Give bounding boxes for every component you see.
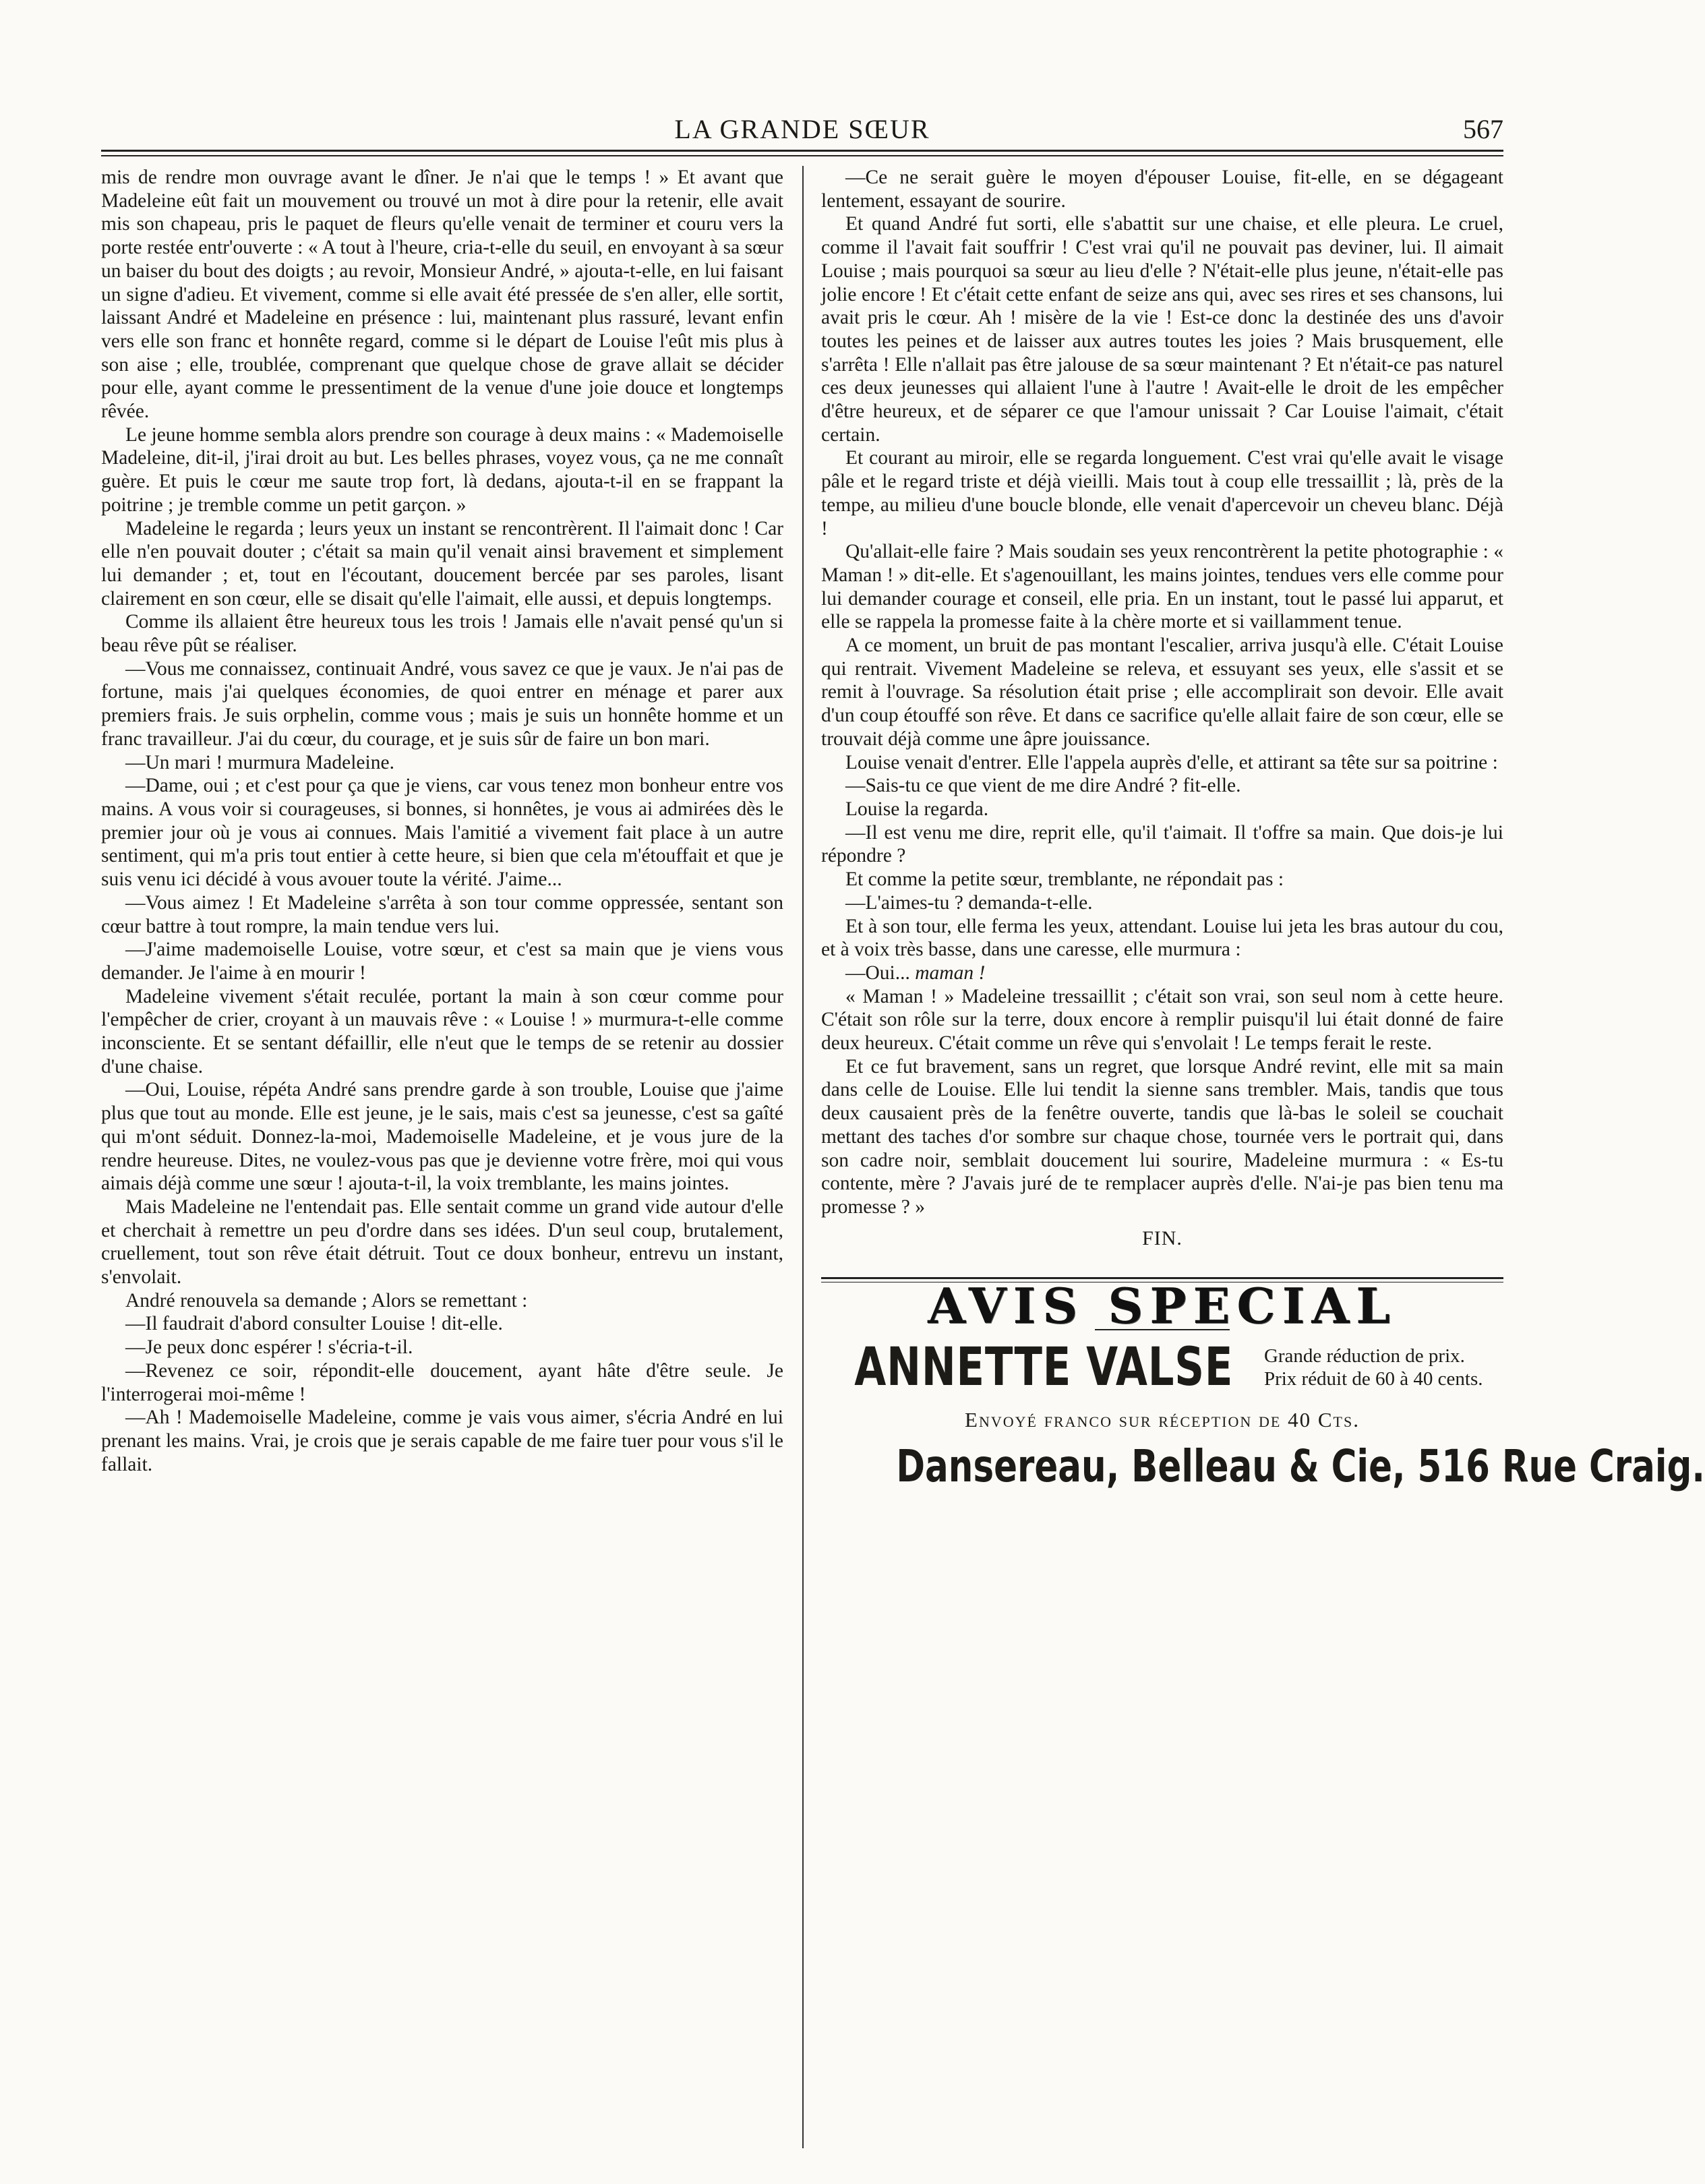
paragraph: [821, 212, 1503, 446]
page-header: [101, 101, 1503, 146]
advertisement-shipping-note: Envoyé franco sur réception de 40 Cts.: [965, 1408, 1360, 1432]
paragraph-text: Louise la regarda.: [845, 798, 989, 820]
paragraph: [101, 891, 783, 938]
paragraph-text: Et comme la petite sœur, tremblante, ne répondait pas :: [845, 868, 1284, 891]
advertisement-merchant: Dansereau, Belleau & Cie, 516 Rue Craig.: [896, 1440, 1705, 1492]
paragraph: [821, 166, 1503, 212]
paragraph: [101, 1289, 783, 1313]
paragraph-text: —Vous me connaissez, continuait André, vous savez ce que je vaux. Je n'ai pas de fortune, mais j'ai quelques économies, de quoi entrer en ménage et parer aux premiers frais. Je suis orphelin, comme vous ; mais je suis un honnête homme et un franc travailleur. J'ai du cœur, du courage, et je suis sûr de faire un bon mari.: [101, 657, 783, 750]
paragraph-text: —Ah ! Mademoiselle Madeleine, comme je vais vous aimer, s'écria André en lui prenant les mains. Vrai, je crois que je serais capable de me faire tuer pour vous s'il le fallait.: [101, 1407, 783, 1475]
paragraph-text: « Maman ! » Madeleine tressaillit ; c'était son vrai, son seul nom à cette heure. C'était son rôle sur la terre, doux encore à remplir puisqu'il lui était donné de faire deux heureux. C'était comme un rêve qui s'envolait ! Le temps ferait le reste.: [821, 985, 1503, 1055]
right-column: [821, 166, 1705, 2148]
page-number: 567: [1463, 114, 1503, 144]
paragraph: [101, 610, 783, 657]
paragraph: [821, 446, 1503, 540]
paragraph: [821, 915, 1503, 962]
paragraph-text: Qu'allait-elle faire ? Mais soudain ses yeux rencontrèrent la petite photographie : « Maman ! » dit-elle. Et s'agenouillant, les mains jointes, tendues vers elle comme pour lui demander courage et conseil, elle pria. En un instant, tout le passé lui apparut, et elle se rappela la promesse faite à la chère morte et si vaillamment tenue.: [821, 541, 1503, 633]
paragraph-text: mis de rendre mon ouvrage avant le dîner. Je n'ai que le temps ! » Et avant que Madeleine eût fait un mouvement ou trouvé un mot à dire pour la retenir, elle avait mis son chapeau, pris le paquet de fleurs qu'elle venait de terminer et couru vers la porte restée entr'ouverte : « A tout à l'heure, cria-t-elle du seuil, en envoyant à sa sœur un baiser du bout des doigts ; au revoir, Monsieur André, » ajouta-t-elle, en lui faisant un signe d'adieu. Et vivement, comme si elle avait été pressée de s'en aller, elle sortit, laissant André et Madeleine en présence : lui, maintenant plus rassuré, levant enfin vers elle son franc et honnête regard, comme si le départ de Louise l'eût mis plus à son aise ; elle, troublée, comprenant que quelque chose de grave allait se décider pour elle, ayant comme le pressentiment de la venue d'une joie douce et longtemps rêvée.: [101, 167, 783, 423]
advertisement-detail-line: Prix réduit de 60 à 40 cents.: [1263, 1368, 1483, 1390]
paragraph-text: —Je peux donc espérer ! s'écria-t-il.: [125, 1336, 413, 1359]
paragraph: [101, 1336, 783, 1359]
paragraph: [101, 774, 783, 891]
paragraph: [821, 751, 1503, 775]
paragraph: [821, 891, 1503, 915]
paragraph-text: Mais Madeleine ne l'entendait pas. Elle sentait comme un grand vide autour d'elle et cherchait à remettre un peu d'ordre dans ses idées. D'un seul coup, brutalement, cruellement, tout son rêve était détruit. Tout ce doux bonheur, entrevu un instant, s'envolait.: [101, 1196, 783, 1289]
paragraph-text: Et ce fut bravement, sans un regret, que lorsque André revint, elle mit sa main dans celle de Louise. Elle lui tendit la sienne sans trembler. Mais, tandis que tous deux causaient près de la fenêtre ouverte, tandis que là-bas le soleil se couchait mettant des taches d'or sombre sur chaque chose, tournée vers le portrait qui, dans son cadre noir, semblait doucement lui sourire, Madeleine murmura : « Es-tu contente, mère ? J'avais juré de te remplacer auprès d'elle. N'ai-je pas bien tenu ma promesse ? »: [821, 1055, 1503, 1218]
paragraph-text: —Vous aimez ! Et Madeleine s'arrêta à son tour comme oppressée, sentant son cœur battre à tout rompre, la main tendue vers lui.: [101, 891, 783, 937]
paragraph: [101, 166, 783, 423]
paragraph: [101, 1196, 783, 1289]
paragraph: [101, 1078, 783, 1196]
story-end-mark: FIN.: [1142, 1227, 1183, 1249]
paragraph-text: —Il est venu me dire, reprit elle, qu'il t'aimait. Il t'offre sa main. Que dois-je lui répondre ?: [821, 821, 1503, 867]
paragraph-emphasis: maman !: [915, 962, 986, 984]
paragraph-text: —Sais-tu ce que vient de me dire André ? fit-elle.: [845, 775, 1241, 797]
advertisement-product-row: [821, 1337, 1503, 1398]
paragraph: [101, 985, 783, 1079]
paragraph: [821, 868, 1503, 891]
paragraph: [101, 1406, 783, 1476]
advertisement-title: AVIS SPECIAL: [928, 1277, 1397, 1335]
paragraph: [101, 657, 783, 751]
newspaper-page: [101, 101, 1705, 2151]
paragraph: [821, 774, 1503, 798]
running-title: LA GRANDE SŒUR: [674, 114, 930, 144]
right-column-paragraphs: [821, 166, 1503, 1219]
paragraph-text: Le jeune homme sembla alors prendre son courage à deux mains : « Mademoiselle Madeleine, dit-il, j'irai droit au but. Les belles phrases, voyez vous, ça ne me connaît guère. Et puis le cœur me saute trop fort, là dedans, ajouta-t-il en se frappant la poitrine ; je tremble comme un petit garçon. »: [101, 423, 783, 516]
paragraph: [821, 1055, 1503, 1219]
column-divider: [802, 166, 804, 2148]
paragraph: [821, 540, 1503, 634]
paragraph: [101, 1312, 783, 1336]
paragraph: [821, 798, 1503, 821]
header-rule: [101, 150, 1503, 156]
left-column: [101, 166, 783, 2148]
paragraph: [101, 1359, 783, 1406]
paragraph-text: —L'aimes-tu ? demanda-t-elle.: [845, 891, 1093, 914]
paragraph-text: —Dame, oui ; et c'est pour ça que je viens, car vous tenez mon bonheur entre vos mains. A vous voir si courageuses, si bonnes, si honnêtes, je vous ai admirées dès le premier jour où je vous ai connues. Mais l'amitié a vivement fait place à un autre sentiment, qui m'a pris tout entier à cette heure, si bien que cela m'étouffait et que je suis venu ici décidé à vous avouer toute la vérité. J'aime...: [101, 775, 783, 891]
paragraph-text: Louise venait d'entrer. Elle l'appela auprès d'elle, et attirant sa tête sur sa poitrine :: [845, 751, 1498, 773]
paragraph-text: Comme ils allaient être heureux tous les trois ! Jamais elle n'avait pensé qu'un si beau rêve pût se réaliser.: [101, 611, 783, 657]
paragraph: [101, 517, 783, 611]
paragraph-text: André renouvela sa demande ; Alors se remettant :: [125, 1289, 528, 1311]
paragraph-text: —Oui...: [845, 962, 916, 984]
paragraph: [821, 962, 1503, 985]
advertisement-product-name: ANNETTE VALSE: [854, 1337, 1234, 1398]
paragraph: [101, 751, 783, 775]
article-columns: [101, 166, 1705, 2148]
advertisement-detail-line: Grande réduction de prix.: [1263, 1345, 1465, 1367]
paragraph: [101, 423, 783, 517]
paragraph-text: —Revenez ce soir, répondit-elle doucement, ayant hâte d'être seule. Je l'interrogerai moi-même !: [101, 1359, 783, 1405]
paragraph: [821, 985, 1503, 1055]
advertisement-price-details: [1264, 1345, 1483, 1390]
paragraph: [821, 821, 1503, 868]
paragraph-text: —Oui, Louise, répéta André sans prendre garde à son trouble, Louise que j'aime plus que tout au monde. Elle est jeune, je le sais, mais c'est sa jeunesse, c'est sa gaîté qui m'ont séduit. Donnez-la-moi, Mademoiselle Madeleine, et je vous jure de la rendre heureuse. Dites, ne voulez-vous pas que je devienne votre frère, moi qui vous aimais déjà comme une sœur ! ajouta-t-il, la voix tremblante, les mains jointes.: [101, 1079, 783, 1195]
paragraph: [821, 634, 1503, 751]
paragraph-text: —Un mari ! murmura Madeleine.: [125, 751, 394, 773]
paragraph-text: —Ce ne serait guère le moyen d'épouser Louise, fit-elle, en se dégageant lentement, essayant de sourire.: [821, 167, 1503, 212]
paragraph-text: Et courant au miroir, elle se regarda longuement. C'est vrai qu'elle avait le visage pâle et le regard triste et déjà vieilli. Mais tout à coup elle tressaillit ; là, près de la tempe, au milieu d'une boucle blonde, elle venait d'apercevoir un cheveu blanc. Déjà !: [821, 447, 1503, 539]
paragraph-text: Madeleine vivement s'était reculée, portant la main à son cœur comme pour l'empêcher de crier, croyant à un mauvais rêve : « Louise ! » murmura-t-elle comme inconsciente. Et se sentant défaillir, elle n'eut que le temps de se retenir au dossier d'une chaise.: [101, 985, 783, 1078]
paragraph-text: A ce moment, un bruit de pas montant l'escalier, arriva jusqu'à elle. C'était Louise qui rentrait. Vivement Madeleine se releva, et essuyant ses yeux, elle s'assit et se remit à l'ouvrage. Sa résolution était prise ; elle accomplirait son devoir. Elle avait d'un coup étouffé son rêve. Et dans ce sacrifice qu'elle allait faire de son cœur, elle se trouvait déjà comme une âpre jouissance.: [821, 634, 1503, 750]
advertisement: [821, 1277, 1705, 1492]
paragraph-text: Et quand André fut sorti, elle s'abattit sur une chaise, et elle pleura. Le cruel, comme il l'avait fait souffrir ! C'est vrai qu'il ne pouvait pas deviner, lui. Il aimait Louise ; mais pourquoi sa sœur au lieu d'elle ? N'était-elle plus jeune, n'était-elle pas jolie encore ! Et c'était cette enfant de seize ans qui, avec ses rires et ses chansons, lui avait pris le cœur. Ah ! misère de la vie ! Est-ce donc la destinée des uns d'avoir toutes les peines et de laisser aux autres toutes les joies ? Mais brusquement, elle s'arrêta ! Elle n'allait pas être jalouse de sa sœur maintenant ? Et n'était-ce pas naturel ces deux jeunesses qui allaient l'une à l'autre ! Avait-elle le droit de les empêcher d'être heureux, et de séparer ce que l'amour unissait ? Car Louise l'aimait, c'était certain.: [821, 213, 1503, 446]
paragraph-text: —J'aime mademoiselle Louise, votre sœur, et c'est sa main que je viens vous demander. Je l'aime à en mourir !: [101, 939, 783, 984]
paragraph: [101, 938, 783, 984]
paragraph-text: Et à son tour, elle ferma les yeux, attendant. Louise lui jeta les bras autour du cou, et à voix très basse, dans une caresse, elle murmura :: [821, 915, 1503, 961]
paragraph-text: —Il faudrait d'abord consulter Louise ! dit-elle.: [125, 1313, 503, 1335]
paragraph-text: Madeleine le regarda ; leurs yeux un instant se rencontrèrent. Il l'aimait donc ! Car elle n'en pouvait douter ; c'était sa main qu'il venait ainsi bravement et simplement lui demander ; et, tout en l'écoutant, doucement bercée par ses paroles, lisant clairement en son cœur, elle se disait qu'elle l'aimait, elle aussi, et depuis longtemps.: [101, 517, 783, 610]
